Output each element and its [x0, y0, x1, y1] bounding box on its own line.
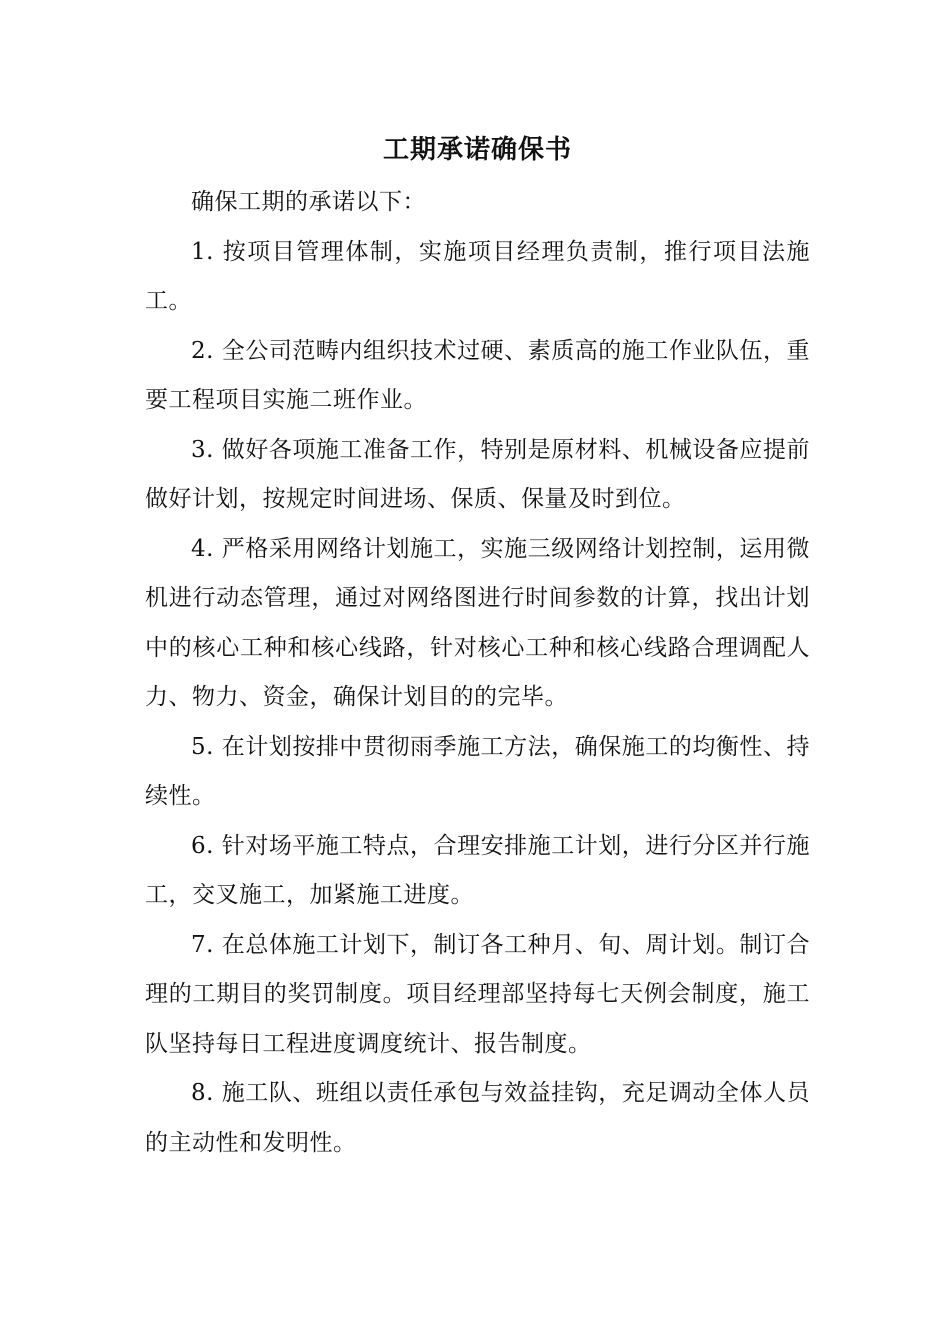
commitment-item-1: 1. 按项目管理体制，实施项目经理负责制，推行项目法施工。 — [145, 238, 810, 314]
commitment-item-3: 3. 做好各项施工准备工作，特别是原材料、机械设备应提前做好计划，按规定时间进场、保质、保量及时到位。 — [145, 436, 810, 512]
commitment-item-5: 5. 在计划按排中贯彻雨季施工方法，确保施工的均衡性、持续性。 — [145, 733, 810, 809]
commitment-item-2: 2. 全公司范畴内组织技术过硬、素质高的施工作业队伍，重要工程项目实施二班作业。 — [145, 337, 810, 413]
commitment-item-8: 8. 施工队、班组以责任承包与效益挂钩，充足调动全体人员的主动性和发明性。 — [145, 1080, 810, 1156]
intro-paragraph: 确保工期的承诺以下： — [191, 189, 426, 215]
commitment-item-7: 7. 在总体施工计划下，制订各工种月、旬、周计划。制订合理的工期目的奖罚制度。项目经理部坚持每七天例会制度，施工队坚持每日工程进度调度统计、报告制度。 — [145, 931, 810, 1057]
document-title: 工期承诺确保书 — [382, 135, 572, 165]
document-body — [145, 130, 810, 1168]
commitment-item-6: 6. 针对场平施工特点，合理安排施工计划，进行分区并行施工，交叉施工，加紧施工进度。 — [145, 832, 810, 908]
commitment-item-4: 4. 严格采用网络计划施工，实施三级网络计划控制，运用微机进行动态管理，通过对网络图进行时间参数的计算，找出计划中的核心工种和核心线路，针对核心工种和核心线路合理调配人力、物力、资金，确保计划目的的完毕。 — [145, 535, 810, 710]
